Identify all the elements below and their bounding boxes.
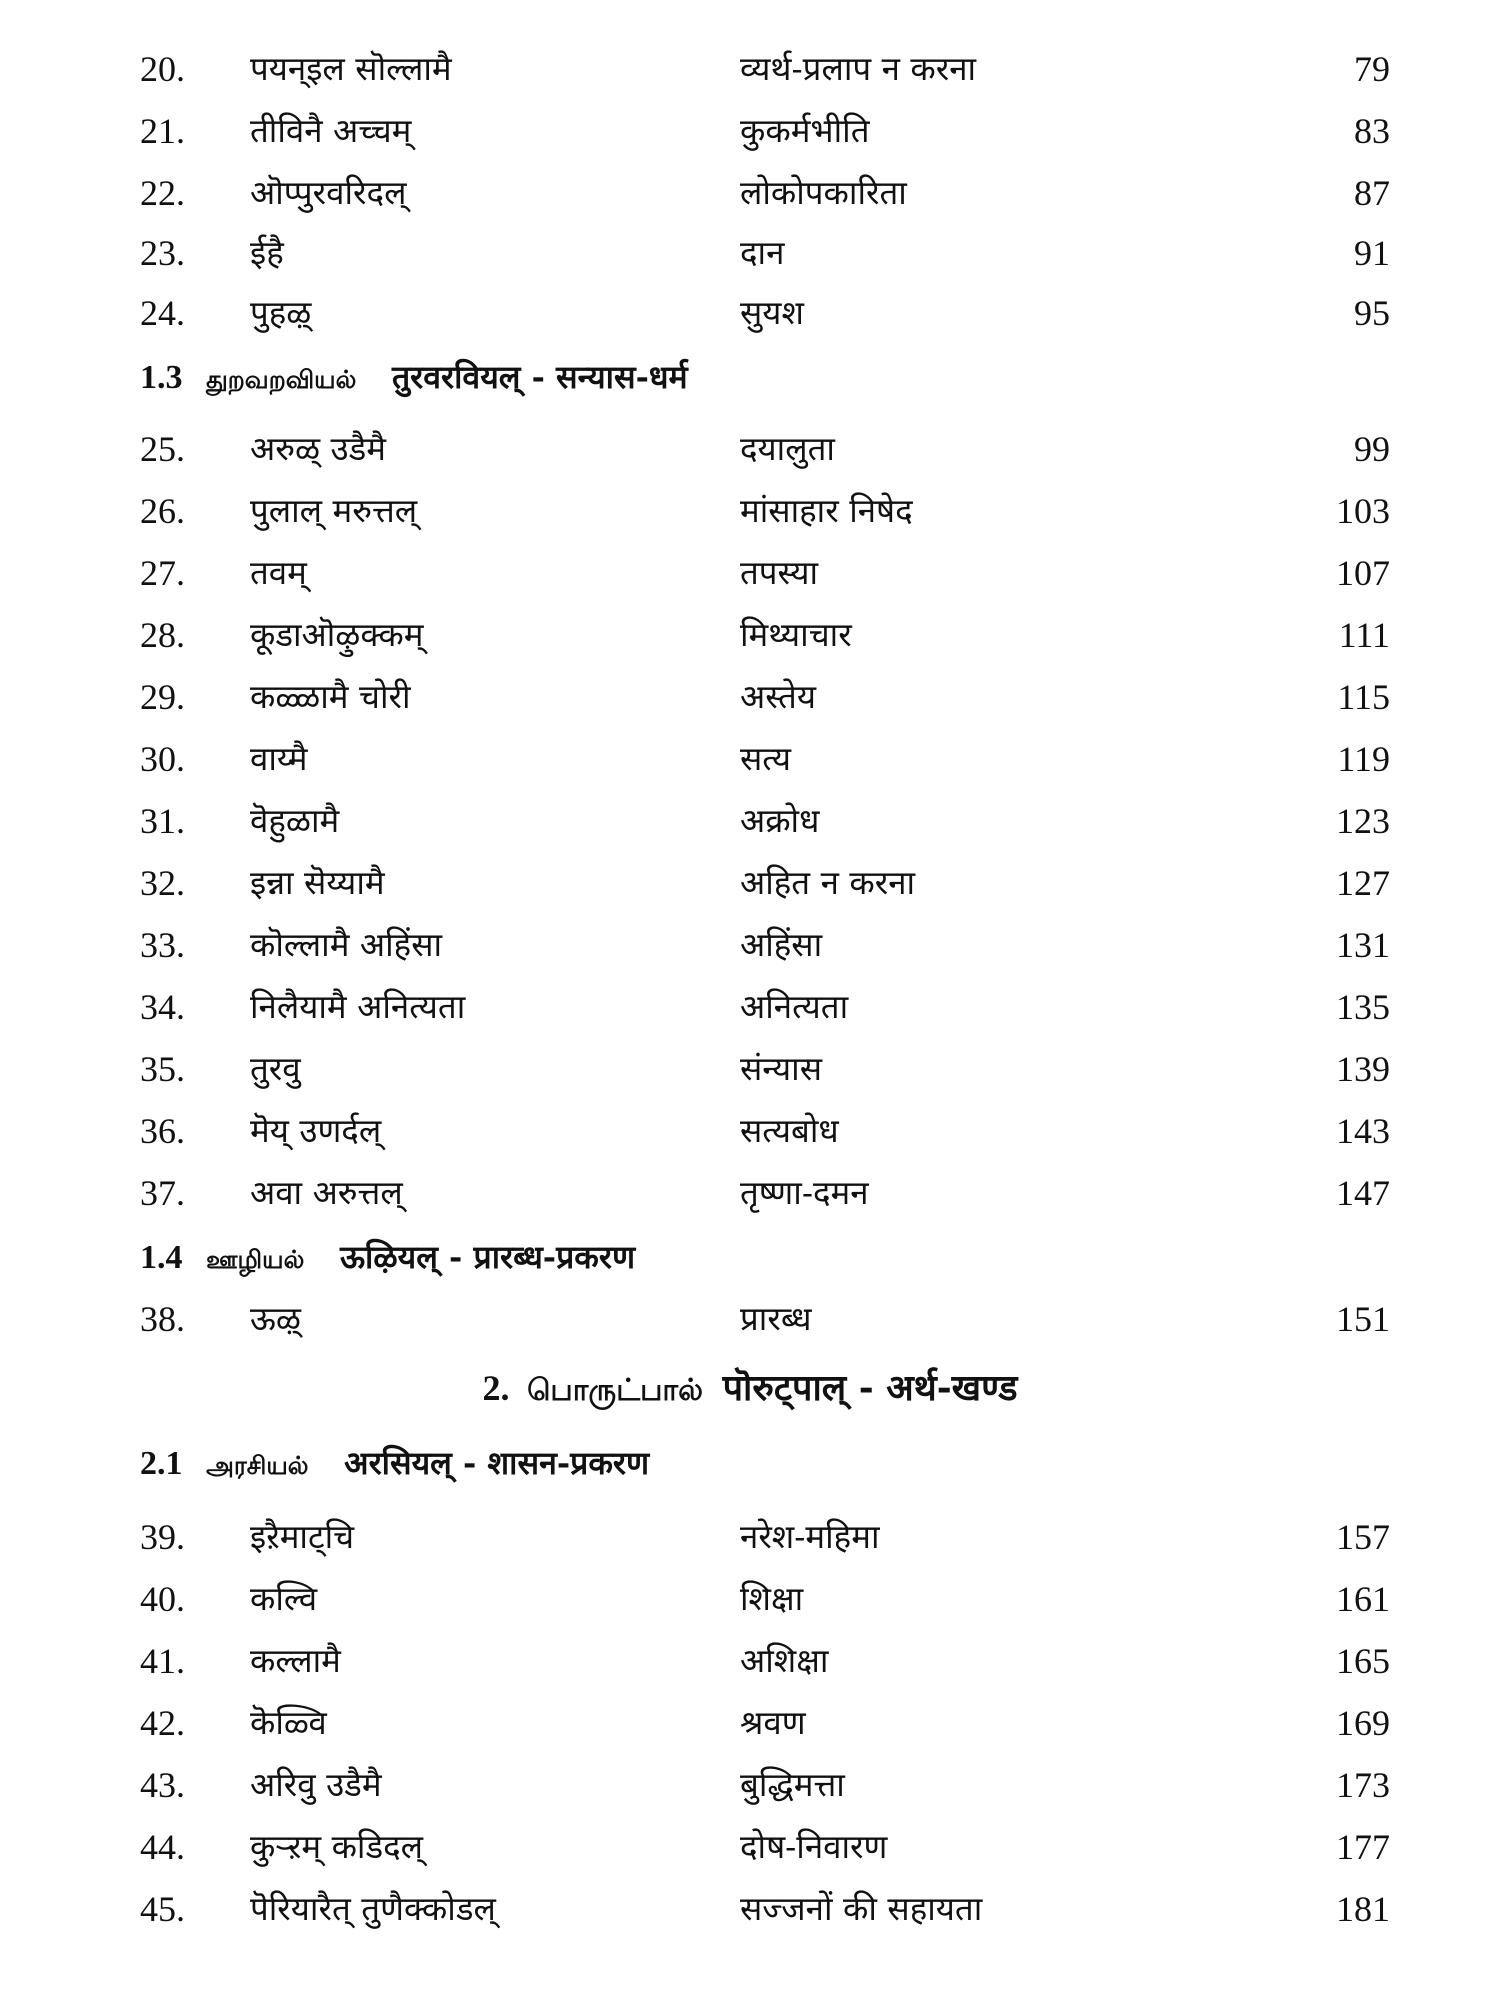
entry-page-number: 173 bbox=[1336, 1765, 1390, 1805]
entry-tamil-title: पयन्इल सॊल्लामै bbox=[250, 49, 452, 88]
entry-number: 28. bbox=[140, 615, 185, 655]
entry-tamil-title: कॊल्लामै अहिंसा bbox=[250, 925, 443, 964]
entry-page-number: 111 bbox=[1338, 615, 1390, 655]
entry-page-number: 177 bbox=[1336, 1827, 1390, 1867]
entry-tamil-title: कुऱ्ऱम् कडिदल् bbox=[250, 1827, 424, 1866]
entry-number: 24. bbox=[140, 293, 185, 333]
toc-row bbox=[0, 1574, 1500, 1624]
entry-hindi-title: मांसाहार निषेद bbox=[740, 491, 913, 530]
entry-page-number: 151 bbox=[1336, 1299, 1390, 1339]
section-heading-1-4 bbox=[140, 1232, 635, 1282]
entry-hindi-title: सत्यबोध bbox=[740, 1111, 839, 1150]
toc-row bbox=[0, 796, 1500, 846]
entry-hindi-title: संन्यास bbox=[740, 1049, 823, 1088]
entry-page-number: 103 bbox=[1336, 491, 1390, 531]
toc-row bbox=[0, 672, 1500, 722]
entry-hindi-title: अहिंसा bbox=[740, 925, 823, 964]
entry-page-number: 143 bbox=[1336, 1111, 1390, 1151]
entry-number: 30. bbox=[140, 739, 185, 779]
entry-page-number: 147 bbox=[1336, 1173, 1390, 1213]
entry-tamil-title: तवम् bbox=[250, 553, 307, 592]
entry-hindi-title: अहित न करना bbox=[740, 863, 916, 902]
toc-row bbox=[0, 1168, 1500, 1218]
entry-number: 26. bbox=[140, 491, 185, 531]
entry-hindi-title: तृष्णा-दमन bbox=[740, 1173, 869, 1212]
entry-tamil-title: वाय्मै bbox=[250, 739, 308, 778]
section-tamil-script-title: ஊழியல் bbox=[206, 1245, 305, 1274]
toc-row bbox=[0, 858, 1500, 908]
toc-row bbox=[0, 1822, 1500, 1872]
toc-row bbox=[0, 734, 1500, 784]
entry-tamil-title: इन्ना सॆय्यामै bbox=[250, 863, 385, 902]
entry-page-number: 91 bbox=[1354, 233, 1390, 273]
entry-number: 25. bbox=[140, 429, 185, 469]
toc-row bbox=[0, 424, 1500, 474]
entry-tamil-title: अरुळ् उडैमै bbox=[250, 429, 386, 468]
entry-tamil-title: इऱैमाट्चि bbox=[250, 1517, 355, 1556]
section-devanagari-title: ऊऴियल् - प्रारब्ध-प्रकरण bbox=[339, 1238, 636, 1276]
entry-number: 23. bbox=[140, 233, 185, 273]
section-number: 1.3 bbox=[140, 359, 183, 396]
toc-row bbox=[0, 168, 1500, 218]
entry-tamil-title: पुहऴ् bbox=[250, 293, 312, 332]
entry-tamil-title: तुरवु bbox=[250, 1049, 301, 1088]
part-devanagari-title: पॊरुट्पाल् - अर्थ-खण्ड bbox=[722, 1367, 1018, 1409]
entry-hindi-title: दयालुता bbox=[740, 429, 835, 468]
entry-tamil-title: पुलाल् मरुत्तल् bbox=[250, 491, 418, 530]
entry-number: 44. bbox=[140, 1827, 185, 1867]
entry-page-number: 181 bbox=[1336, 1889, 1390, 1929]
entry-hindi-title: व्यर्थ-प्रलाप न करना bbox=[740, 49, 977, 88]
section-heading-1-3 bbox=[140, 352, 688, 402]
entry-number: 33. bbox=[140, 925, 185, 965]
entry-number: 20. bbox=[140, 49, 185, 89]
entry-page-number: 169 bbox=[1336, 1703, 1390, 1743]
entry-hindi-title: सत्य bbox=[740, 739, 792, 778]
entry-hindi-title: लोकोपकारिता bbox=[740, 173, 907, 212]
toc-row bbox=[0, 1044, 1500, 1094]
entry-tamil-title: कूडाऒऴुक्कम् bbox=[250, 615, 424, 654]
entry-tamil-title: कळ्ळामै चोरी bbox=[250, 677, 411, 716]
entry-hindi-title: नरेश-महिमा bbox=[740, 1517, 880, 1556]
section-tamil-script-title: துறவறவியல் bbox=[206, 365, 357, 394]
entry-page-number: 107 bbox=[1336, 553, 1390, 593]
entry-page-number: 87 bbox=[1354, 173, 1390, 213]
entry-tamil-title: ईहै bbox=[250, 233, 284, 272]
entry-page-number: 83 bbox=[1354, 111, 1390, 151]
toc-row bbox=[0, 1698, 1500, 1748]
part-heading-2 bbox=[0, 1360, 1500, 1416]
toc-row bbox=[0, 610, 1500, 660]
entry-hindi-title: दान bbox=[740, 233, 785, 272]
entry-number: 45. bbox=[140, 1889, 185, 1929]
entry-number: 37. bbox=[140, 1173, 185, 1213]
entry-tamil-title: पॆरियारैत् तुणैक्कोडल् bbox=[250, 1889, 496, 1928]
toc-row bbox=[0, 1884, 1500, 1934]
entry-hindi-title: कुकर्मभीति bbox=[740, 111, 870, 150]
entry-hindi-title: दोष-निवारण bbox=[740, 1827, 888, 1866]
entry-page-number: 139 bbox=[1336, 1049, 1390, 1089]
toc-row bbox=[0, 920, 1500, 970]
entry-number: 41. bbox=[140, 1641, 185, 1681]
entry-tamil-title: ऒप्पुरवरिदल् bbox=[250, 173, 407, 212]
entry-page-number: 79 bbox=[1354, 49, 1390, 89]
toc-row bbox=[0, 1760, 1500, 1810]
entry-hindi-title: अस्तेय bbox=[740, 677, 816, 716]
entry-page-number: 123 bbox=[1336, 801, 1390, 841]
toc-row bbox=[0, 1512, 1500, 1562]
entry-tamil-title: मॆय् उणर्दल् bbox=[250, 1111, 382, 1150]
entry-page-number: 131 bbox=[1336, 925, 1390, 965]
toc-row bbox=[0, 288, 1500, 338]
entry-page-number: 95 bbox=[1354, 293, 1390, 333]
entry-hindi-title: प्रारब्ध bbox=[740, 1299, 812, 1338]
entry-tamil-title: तीविनै अच्चम् bbox=[250, 111, 412, 150]
entry-number: 34. bbox=[140, 987, 185, 1027]
entry-number: 29. bbox=[140, 677, 185, 717]
toc-row bbox=[0, 1294, 1500, 1344]
entry-hindi-title: मिथ्याचार bbox=[740, 615, 852, 654]
toc-row bbox=[0, 44, 1500, 94]
entry-page-number: 99 bbox=[1354, 429, 1390, 469]
entry-page-number: 115 bbox=[1337, 677, 1390, 717]
toc-row bbox=[0, 982, 1500, 1032]
entry-page-number: 165 bbox=[1336, 1641, 1390, 1681]
entry-tamil-title: ऊऴ् bbox=[250, 1299, 301, 1338]
entry-tamil-title: वॆहुळामै bbox=[250, 801, 340, 840]
toc-row bbox=[0, 1636, 1500, 1686]
toc-row bbox=[0, 106, 1500, 156]
entry-number: 22. bbox=[140, 173, 185, 213]
entry-tamil-title: कॆळ्वि bbox=[250, 1703, 327, 1742]
entry-hindi-title: शिक्षा bbox=[740, 1579, 804, 1618]
section-heading-2-1 bbox=[140, 1438, 649, 1488]
entry-number: 32. bbox=[140, 863, 185, 903]
entry-hindi-title: अनित्यता bbox=[740, 987, 849, 1026]
toc-row bbox=[0, 1106, 1500, 1156]
entry-number: 38. bbox=[140, 1299, 185, 1339]
toc-row bbox=[0, 228, 1500, 278]
entry-page-number: 127 bbox=[1336, 863, 1390, 903]
entry-hindi-title: सुयश bbox=[740, 293, 804, 332]
entry-number: 39. bbox=[140, 1517, 185, 1557]
section-number: 1.4 bbox=[140, 1239, 183, 1276]
entry-hindi-title: अशिक्षा bbox=[740, 1641, 829, 1680]
entry-tamil-title: निलैयामै अनित्यता bbox=[250, 987, 466, 1026]
entry-tamil-title: अवा अरुत्तल् bbox=[250, 1173, 403, 1212]
section-number: 2.1 bbox=[140, 1445, 183, 1482]
part-tamil-script-title: பொருட்பால் bbox=[527, 1373, 704, 1408]
section-tamil-script-title: அரசியல் bbox=[206, 1451, 309, 1480]
entry-number: 31. bbox=[140, 801, 185, 841]
entry-number: 27. bbox=[140, 553, 185, 593]
entry-number: 35. bbox=[140, 1049, 185, 1089]
entry-page-number: 161 bbox=[1336, 1579, 1390, 1619]
entry-hindi-title: बुद्धिमत्ता bbox=[740, 1765, 845, 1804]
entry-hindi-title: अक्रोध bbox=[740, 801, 820, 840]
entry-number: 36. bbox=[140, 1111, 185, 1151]
entry-tamil-title: कल्वि bbox=[250, 1579, 318, 1618]
entry-number: 43. bbox=[140, 1765, 185, 1805]
entry-number: 40. bbox=[140, 1579, 185, 1619]
entry-page-number: 119 bbox=[1337, 739, 1390, 779]
entry-page-number: 135 bbox=[1336, 987, 1390, 1027]
entry-number: 21. bbox=[140, 111, 185, 151]
entry-page-number: 157 bbox=[1336, 1517, 1390, 1557]
part-number: 2. bbox=[482, 1368, 510, 1408]
entry-tamil-title: कल्लामै bbox=[250, 1641, 341, 1680]
toc-row bbox=[0, 548, 1500, 598]
toc-row bbox=[0, 486, 1500, 536]
section-devanagari-title: अरसियल् - शासन-प्रकरण bbox=[344, 1444, 650, 1482]
section-devanagari-title: तुरवरवियल् - सन्यास-धर्म bbox=[391, 358, 688, 396]
entry-hindi-title: श्रवण bbox=[740, 1703, 806, 1742]
entry-hindi-title: सज्जनों की सहायता bbox=[740, 1889, 983, 1928]
entry-number: 42. bbox=[140, 1703, 185, 1743]
entry-tamil-title: अरिवु उडैमै bbox=[250, 1765, 382, 1804]
entry-hindi-title: तपस्या bbox=[740, 553, 819, 592]
